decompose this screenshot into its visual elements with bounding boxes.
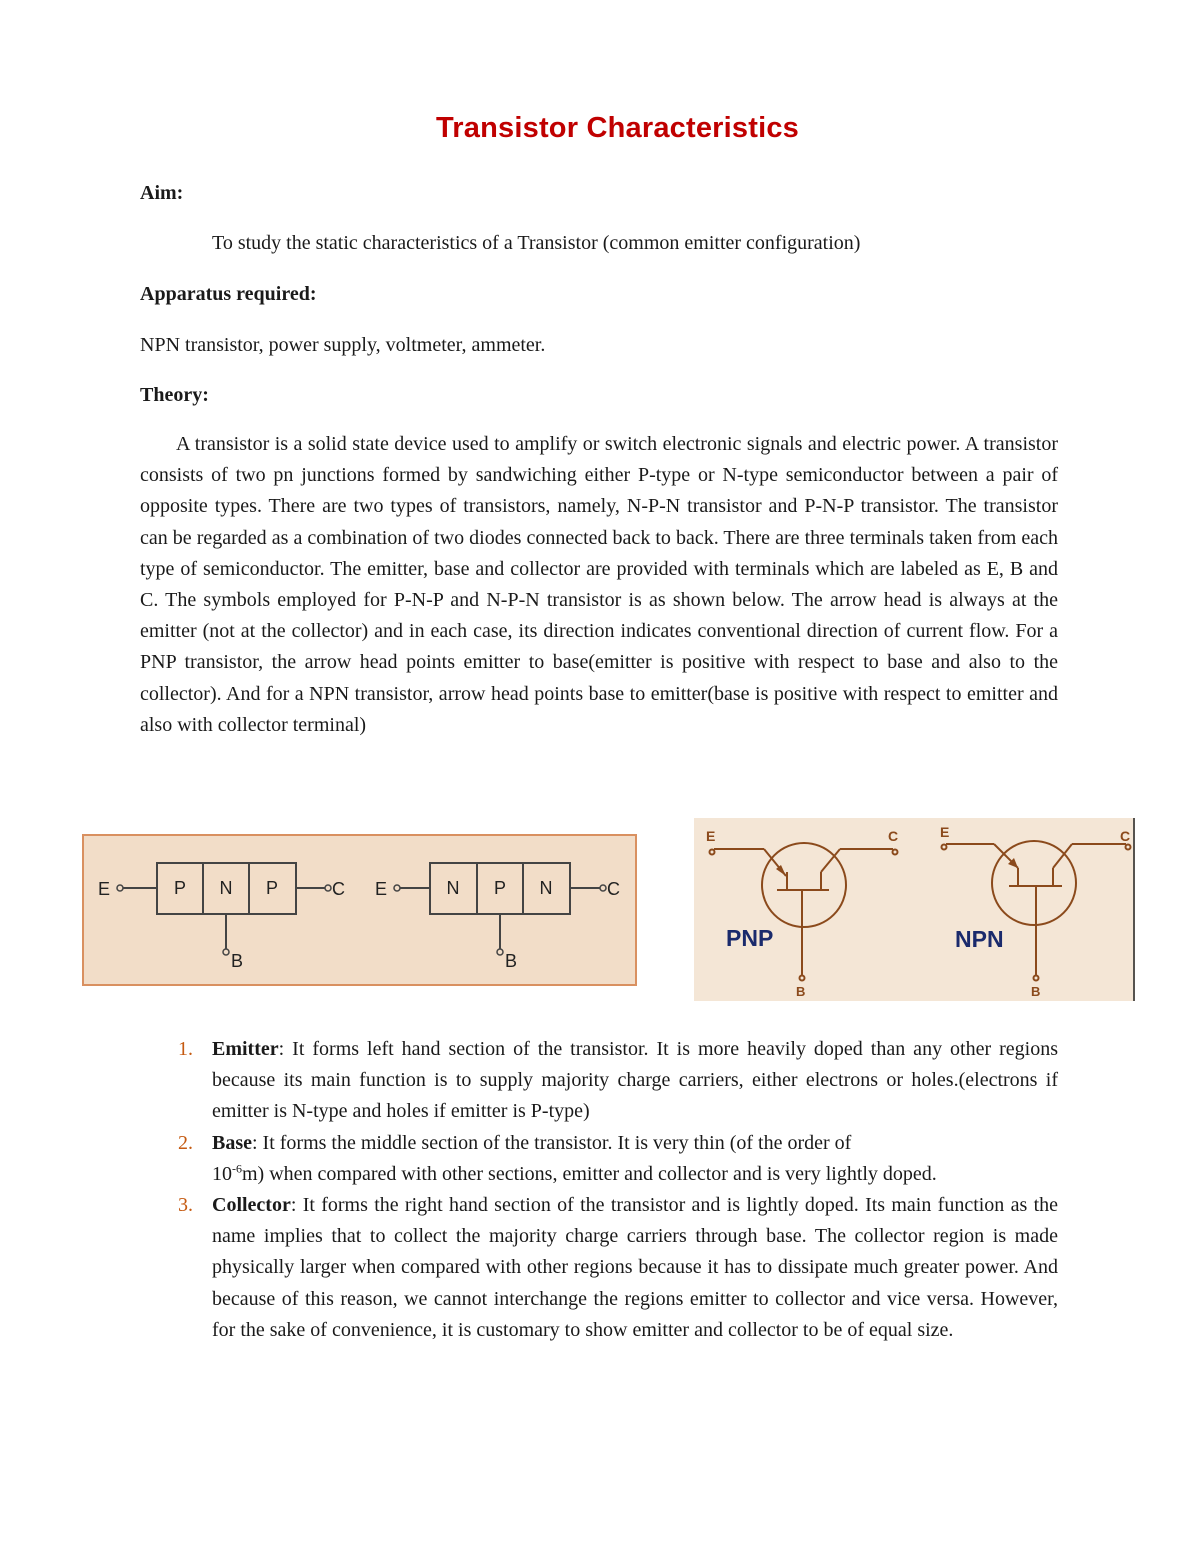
base-thickness-value: 10 (212, 1162, 232, 1185)
list-text: : It forms left hand section of the transistor. It is more heavily doped than any other regions because its main function is to supply majority charge carriers, either electrons or holes.(electrons if emitter is N-type and holes if emitter is P-type) (212, 1038, 1058, 1123)
npn-layer-2: P (493, 878, 507, 898)
pnp-base-symbol-label: B (796, 984, 806, 999)
pnp-emitter-label: E (98, 879, 111, 899)
aim-heading: Aim: (140, 182, 184, 204)
page-title: Transistor Characteristics (435, 112, 800, 144)
list-text: m) when compared with other sections, emitter and collector and is very lightly doped. (242, 1162, 937, 1185)
list-item-emitter (140, 1034, 1058, 1128)
npn-symbol-label: NPN (955, 926, 1004, 952)
aim-text: To study the static characteristics of a Transistor (common emitter configuration) (212, 232, 861, 254)
pnp-collector-label: C (332, 879, 345, 899)
npn-emitter-label: E (375, 879, 388, 899)
pnp-collector-symbol-label: C (888, 828, 899, 844)
pnp-symbol-label: PNP (726, 925, 774, 951)
terminal-definitions-list (140, 1034, 1058, 1346)
list-text: : It forms the middle section of the transistor. It is very thin (of the order of (252, 1131, 852, 1154)
pnp-layer-3: P (265, 878, 279, 898)
npn-base-label: B (505, 951, 518, 971)
list-term: Base (212, 1131, 252, 1154)
list-number: 3. (178, 1194, 193, 1217)
pnp-base-label: B (231, 951, 244, 971)
symbol-diagram-background (694, 818, 1135, 1001)
theory-heading: Theory: (140, 384, 209, 406)
layer-structure-diagram (82, 834, 637, 986)
base-thickness-exponent: -6 (232, 1161, 242, 1176)
theory-paragraph: A transistor is a solid state device used to amplify or switch electronic signals and electric power. A transistor consists of two pn junctions formed by sandwiching either P-type or N-type semiconductor between a pair of opposite types. There are two types of transistors, namely, N-P-N transistor and P-N-P transistor. The transistor can be regarded as a combination of two diodes connected back to back. There are three terminals taken from each type of semiconductor. The emitter, base and collector are provided with terminals which are labeled as E, B and C. The symbols employed for P-N-P and N-P-N transistor is as shown below. The arrow head is always at the emitter (not at the collector) and in each case, its direction indicates conventional direction of current flow. For a PNP transistor, the arrow head points emitter to base(emitter is positive with respect to base and also to the collector). And for a NPN transistor, arrow head points base to emitter(base is positive with respect to emitter and also with collector terminal) (140, 433, 1058, 736)
pnp-layer-1: P (173, 878, 187, 898)
list-number: 1. (178, 1038, 193, 1060)
npn-base-symbol-label: B (1031, 984, 1041, 999)
list-item-base (140, 1128, 1058, 1190)
pnp-layer-2: N (219, 878, 233, 898)
npn-layer-3: N (539, 878, 553, 898)
list-term: Emitter (212, 1038, 279, 1060)
apparatus-text: NPN transistor, power supply, voltmeter, ammeter. (140, 334, 546, 356)
list-term: Collector (212, 1194, 291, 1217)
pnp-emitter-symbol-label: E (706, 828, 716, 844)
npn-layer-1: N (446, 878, 460, 898)
apparatus-heading: Apparatus required: (140, 283, 317, 305)
npn-emitter-symbol-label: E (940, 824, 950, 840)
npn-collector-label: C (607, 879, 620, 899)
list-item-collector (140, 1190, 1058, 1346)
diagram-background (83, 835, 636, 985)
list-text: : It forms the right hand section of the transistor and is lightly doped. Its main function as the name implies that to collect the majority charge carriers through base. The collector region is made physically larger when compared with other regions because it has to dissipate much greater power. And because of this reason, we cannot interchange the regions emitter to collector and vice versa. However, for the sake of convenience, it is customary to show emitter and collector to be of equal size. (212, 1194, 1058, 1341)
transistor-symbol-diagram (694, 818, 1135, 1001)
list-number: 2. (178, 1131, 193, 1154)
npn-collector-symbol-label: C (1120, 828, 1131, 844)
